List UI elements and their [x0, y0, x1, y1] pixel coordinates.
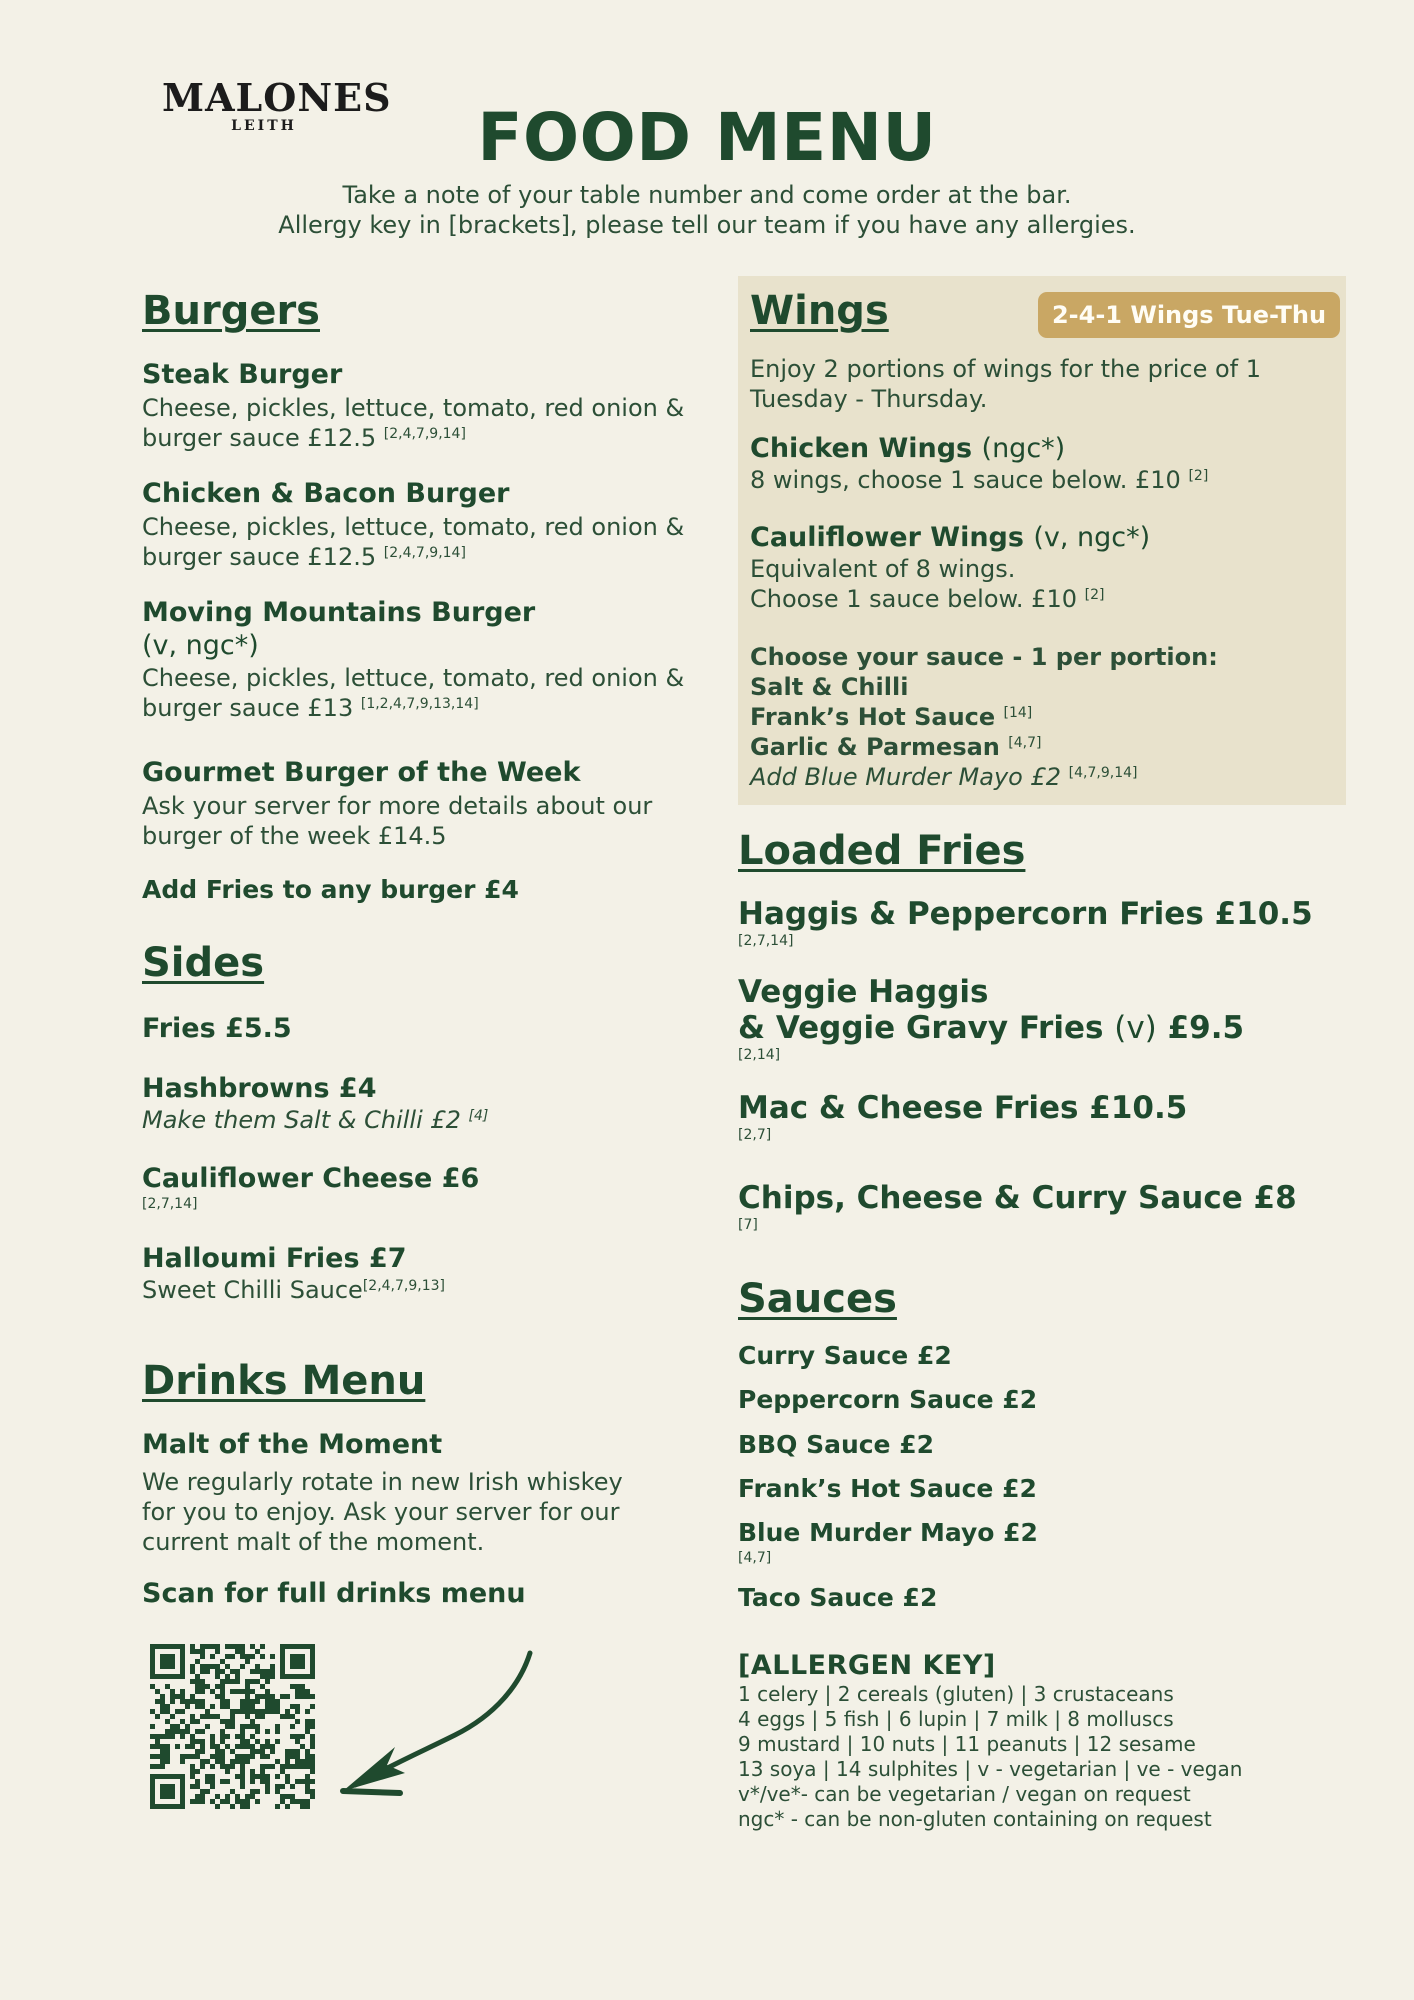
wings-desc: 8 wings, choose 1 sauce below. £10 [2] [750, 466, 1209, 494]
loaded-name: Haggis & Peppercorn Fries £10.5 [738, 896, 1313, 932]
wings-item [750, 521, 1150, 614]
wings-name: Cauliflower Wings [750, 522, 1024, 553]
loaded-name: Chips, Cheese & Curry Sauce £8 [738, 1180, 1297, 1216]
wings-promo-text: Enjoy 2 portions of wings for the price of 1 Tuesday - Thursday. [750, 355, 1262, 413]
qr-code-icon[interactable] [150, 1644, 315, 1809]
burger-name: Moving Mountains Burger [142, 597, 536, 628]
allergen-line: v*/ve*- can be vegetarian / vegan on request [738, 1782, 1191, 1806]
burger-item [142, 756, 652, 851]
add-fries-note: Add Fries to any burger £4 [142, 875, 519, 904]
scan-drinks-label: Scan for full drinks menu [142, 1578, 526, 1609]
allergen-line: 13 soya | 14 sulphites | v - vegetarian | ve - vegan [738, 1757, 1243, 1781]
side-note: Make them Salt & Chilli £2 [4] [142, 1106, 489, 1134]
burger-name: Chicken & Bacon Burger [142, 478, 510, 509]
burger-desc: Cheese, pickles, lettuce, tomato, red onion & burger sauce £12.5 [2,4,7,9,14] [142, 513, 685, 571]
allergen-key [738, 1650, 1242, 1832]
burger-item [142, 477, 684, 572]
side-note: Sweet Chilli Sauce[2,4,7,9,13] [142, 1276, 445, 1304]
sauce-item: Taco Sauce £2 [738, 1583, 938, 1612]
allergen-codes: [2,4,7,9,14] [383, 426, 466, 442]
allergen-line: 1 celery | 2 cereals (gluten) | 3 crustaceans [738, 1682, 1174, 1706]
allergen-codes: [2,7,14] [738, 933, 794, 949]
sauce-item: Curry Sauce £2 [738, 1341, 952, 1370]
burger-desc: Ask your server for more details about our burger of the week £14.5 [142, 792, 653, 850]
malt-title: Malt of the Moment [142, 1429, 443, 1460]
allergen-codes: [4,7] [738, 1550, 772, 1566]
sides-heading: Sides [142, 940, 265, 986]
loaded-item: Veggie Haggis & Veggie Gravy Fries (v) £9.5 [2,14] [738, 974, 1245, 1063]
allergen-codes: [2,4,7,9,14] [383, 545, 466, 561]
sauce-item: Peppercorn Sauce £2 [738, 1385, 1038, 1414]
drinks-heading: Drinks Menu [142, 1358, 426, 1404]
allergen-codes: [7] [738, 1217, 758, 1233]
side-name: Halloumi Fries £7 [142, 1243, 407, 1274]
intro-text [0, 180, 1414, 240]
sauce-addon: Add Blue Murder Mayo £2 [4,7,9,14] [750, 763, 1138, 791]
loaded-item [738, 1180, 1297, 1234]
burgers-heading: Burgers [142, 288, 320, 334]
burger-tags: (v, ngc*) [142, 630, 259, 661]
wings-tag: (ngc*) [981, 433, 1066, 464]
sauces-heading: Sauces [738, 1276, 897, 1322]
logo-name: MALONES [162, 75, 392, 120]
side-name: Hashbrowns £4 [142, 1073, 377, 1104]
side-item: Fries £5.5 [142, 1013, 292, 1044]
wings-heading: Wings [750, 288, 889, 334]
intro-line-2: Allergy key in [brackets], please tell our team if you have any allergies. [278, 211, 1136, 239]
wings-sauce-list [750, 642, 1218, 792]
burger-item [142, 596, 684, 723]
side-item [142, 1072, 488, 1135]
allergen-codes: [1,2,4,7,9,13,14] [360, 696, 479, 712]
sauce-title: Choose your sauce - 1 per portion: [750, 643, 1218, 671]
loaded-name: Mac & Cheese Fries £10.5 [738, 1090, 1188, 1126]
side-item [142, 1162, 479, 1213]
allergen-key-title: [ALLERGEN KEY] [738, 1650, 996, 1681]
wings-promo-badge: 2-4-1 Wings Tue-Thu [1038, 292, 1340, 338]
sauce-option: Salt & Chilli [750, 673, 909, 701]
burger-desc: Cheese, pickles, lettuce, tomato, red onion & burger sauce £13 [1,2,4,7,9,13,14] [142, 664, 685, 722]
loaded-name: Veggie Haggis [738, 974, 989, 1010]
burger-name: Steak Burger [142, 359, 343, 390]
wings-name: Chicken Wings [750, 433, 973, 464]
allergen-codes: [2,14] [738, 1047, 781, 1063]
sauce-item: Frank’s Hot Sauce £2 [738, 1474, 1037, 1503]
allergen-codes: [2,7,14] [142, 1196, 198, 1212]
loaded-fries-heading: Loaded Fries [738, 828, 1026, 874]
wings-tag: (v, ngc*) [1033, 522, 1151, 553]
allergen-line: 4 eggs | 5 fish | 6 lupin | 7 milk | 8 molluscs [738, 1707, 1174, 1731]
allergen-line: ngc* - can be non-gluten containing on request [738, 1807, 1212, 1831]
page-title: FOOD MENU [477, 99, 937, 176]
sauce-option: Frank’s Hot Sauce [14] [750, 703, 1033, 731]
sauce-item: BBQ Sauce £2 [738, 1430, 935, 1459]
logo-sub: LEITH [231, 118, 297, 134]
burger-desc: Cheese, pickles, lettuce, tomato, red onion & burger sauce £12.5 [2,4,7,9,14] [142, 394, 685, 452]
loaded-item [738, 896, 1313, 950]
side-item [142, 1242, 445, 1305]
sauce-option: Garlic & Parmesan [4,7] [750, 733, 1042, 761]
allergen-codes: [2,7] [738, 1127, 772, 1143]
wings-desc: Equivalent of 8 wings. Choose 1 sauce below. £10 [2] [750, 555, 1105, 613]
burger-name: Gourmet Burger of the Week [142, 757, 581, 788]
side-name: Cauliflower Cheese £6 [142, 1163, 480, 1194]
arrow-icon [335, 1645, 535, 1800]
wings-item [750, 432, 1208, 495]
sauce-item: Blue Murder Mayo £2 [4,7] [738, 1518, 1038, 1566]
allergen-line: 9 mustard | 10 nuts | 11 peanuts | 12 sesame [738, 1732, 1196, 1756]
loaded-item [738, 1090, 1187, 1144]
intro-line-1: Take a note of your table number and come order at the bar. [342, 181, 1072, 209]
malt-desc: We regularly rotate in new Irish whiskey for you to enjoy. Ask your server for our current malt of the moment. [142, 1468, 623, 1556]
burger-item [142, 358, 684, 453]
